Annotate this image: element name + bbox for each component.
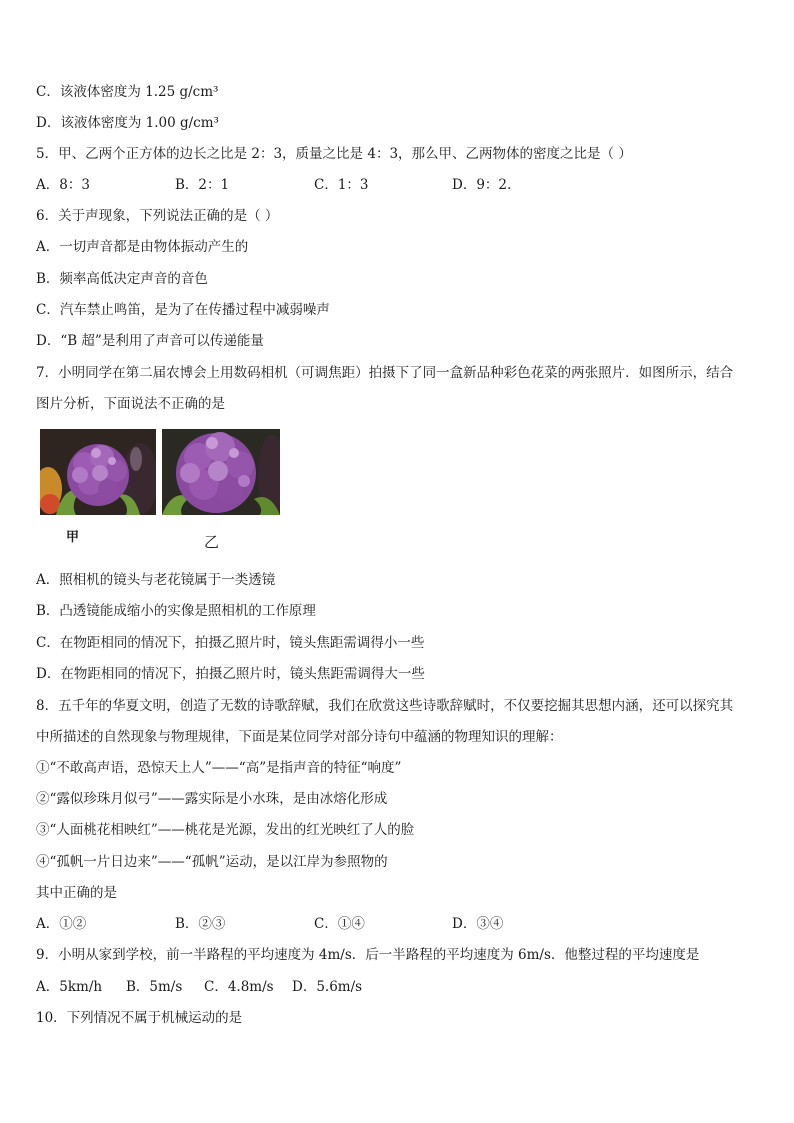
question-8-line-2: 中所描述的自然现象与物理规律，下面是某位同学对部分诗句中蕴涵的物理知识的理解： <box>36 729 563 745</box>
q6-option-c: C．汽车禁止鸣笛，是为了在传播过程中减弱噪声 <box>36 302 330 318</box>
q9-option-a: A．5km/h <box>36 979 103 995</box>
q6-option-d: D．“B 超”是利用了声音可以传递能量 <box>36 333 264 349</box>
question-10: 10．下列情况不属于机械运动的是 <box>36 1010 243 1026</box>
q7-option-c: C．在物距相同的情况下，拍摄乙照片时，镜头焦距需调得小一些 <box>36 635 425 651</box>
caption-jia: 甲 <box>66 530 80 545</box>
q5-option-c: C．1：3 <box>314 177 369 193</box>
question-7-line-2: 图片分析，下面说法不正确的是 <box>36 396 225 412</box>
q4-option-c: C．该液体密度为 1.25 g/cm³ <box>36 84 219 100</box>
q8-statement-3: ③“人面桃花相映红”——桃花是光源，发出的红光映红了人的脸 <box>36 822 415 838</box>
question-8-line-1: 8．五千年的华夏文明，创造了无数的诗歌辞赋，我们在欣赏这些诗歌辞赋时，不仅要挖掘其思想内涵，还可以探究其 <box>36 698 734 714</box>
q4-option-d: D．该液体密度为 1.00 g/cm³ <box>36 115 219 131</box>
q5-option-a: A．8：3 <box>36 177 90 193</box>
question-9: 9．小明从家到学校，前一半路程的平均速度为 4m/s．后一半路程的平均速度为 6m/s．他整过程的平均速度是 <box>36 947 700 963</box>
q6-option-b: B．频率高低决定声音的音色 <box>36 271 208 287</box>
q8-option-a: A．①② <box>36 916 87 932</box>
q7-option-b: B．凸透镜能成缩小的实像是照相机的工作原理 <box>36 603 316 619</box>
q8-statement-4: ④“孤帆一片日边来”——“孤帆”运动，是以江岸为参照物的 <box>36 854 388 870</box>
q8-statement-2: ②“露似珍珠月似弓”——露实际是小水珠，是由冰熔化形成 <box>36 791 388 807</box>
q8-option-c: C．①④ <box>314 916 365 932</box>
q9-option-b: B．5m/s <box>126 979 183 995</box>
q8-option-d: D．③④ <box>452 916 504 932</box>
q7-option-a: A．照相机的镜头与老花镜属于一类透镜 <box>36 572 276 588</box>
q5-option-d: D．9：2. <box>452 177 512 193</box>
q5-option-b: B．2：1 <box>175 177 230 193</box>
q6-option-a: A．一切声音都是由物体振动产生的 <box>36 239 249 255</box>
photo-jia <box>40 429 156 515</box>
q8-statement-1: ①“不敢高声语，恐惊天上人”——“高”是指声音的特征“响度” <box>36 760 402 776</box>
q8-prompt: 其中正确的是 <box>36 885 117 901</box>
question-5: 5．甲、乙两个正方体的边长之比是 2：3，质量之比是 4：3，那么甲、乙两物体的密度之比是（ ） <box>36 146 632 162</box>
q7-option-d: D．在物距相同的情况下，拍摄乙照片时，镜头焦距需调得大一些 <box>36 666 425 682</box>
caption-yi: 乙 <box>204 533 220 551</box>
q8-option-b: B．②③ <box>175 916 226 932</box>
q9-option-c: C．4.8m/s <box>204 979 274 995</box>
q9-option-d: D．5.6m/s <box>292 979 363 995</box>
question-7-line-1: 7．小明同学在第二届农博会上用数码相机（可调焦距）拍摄下了同一盒新品种彩色花菜的两张照片．如图所示，结合 <box>36 365 734 381</box>
photo-yi <box>162 429 280 515</box>
question-6: 6．关于声现象，下列说法正确的是（ ） <box>36 208 279 224</box>
